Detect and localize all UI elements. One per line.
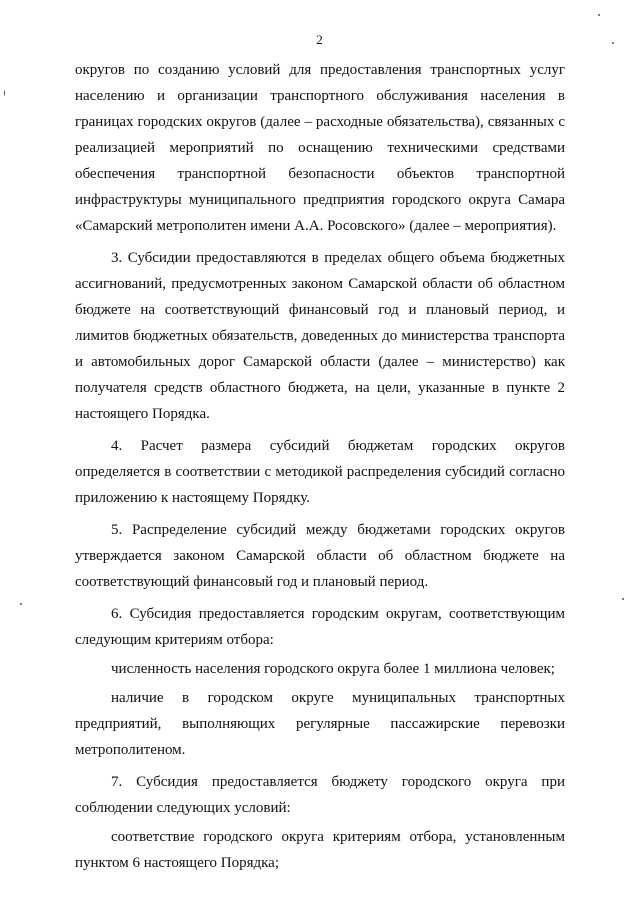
paragraph-clause-3: 3. Субсидии предоставляются в пределах общего объема бюджетных ассигнований, предусмотренных законом Самарской области об областном бюджете на соответствующий финансовый год и плановый период, и лимитов бюджетных обязательств, доведенных до министерства транспорта и автомобильных дорог Самарской области (далее – министерство) как получателя средств областного бюджета, на цели, указанные в пункте 2 настоящего Порядка. xyxy=(75,250,565,422)
paragraph-clause-7: 7. Субсидия предоставляется бюджету городского округа при соблюдении следующих условий: xyxy=(75,774,565,816)
scan-speck xyxy=(4,90,5,96)
scan-speck xyxy=(622,598,624,600)
page-number: 2 xyxy=(316,32,323,47)
document-body xyxy=(75,57,565,876)
paragraph-clause-4: 4. Расчет размера субсидий бюджетам городских округов определяется в соответствии с методикой распределения субсидий согласно приложению к настоящему Порядку. xyxy=(75,438,565,506)
criterion-metro-enterprises: наличие в городском округе муниципальных транспортных предприятий, выполняющих регулярные пассажирские перевозки метрополитеном. xyxy=(75,690,565,758)
paragraph-continuation: округов по созданию условий для предоставления транспортных услуг населению и организации транспортного обслуживания населения в границах городских округов (далее – расходные обязательства), связанных с реализацией мероприятий по оснащению техническими средствами обеспечения транспортной безопасности объектов транспортной инфраструктуры муниципального предприятия городского округа Самара «Самарский метрополитен имени А.А. Росовского» (далее – мероприятия). xyxy=(75,62,565,234)
scan-speck xyxy=(20,603,22,605)
scan-speck xyxy=(598,14,600,16)
paragraph-clause-6: 6. Субсидия предоставляется городским округам, соответствующим следующим критериям отбора: xyxy=(75,606,565,648)
criterion-population: численность населения городского округа более 1 миллиона человек; xyxy=(111,661,555,677)
paragraph-clause-5: 5. Распределение субсидий между бюджетами городских округов утверждается законом Самарской области об областном бюджете на соответствующий финансовый год и плановый период. xyxy=(75,522,565,590)
condition-criteria-compliance: соответствие городского округа критериям отбора, установленным пунктом 6 настоящего Порядка; xyxy=(75,829,565,871)
scan-speck xyxy=(612,42,614,44)
